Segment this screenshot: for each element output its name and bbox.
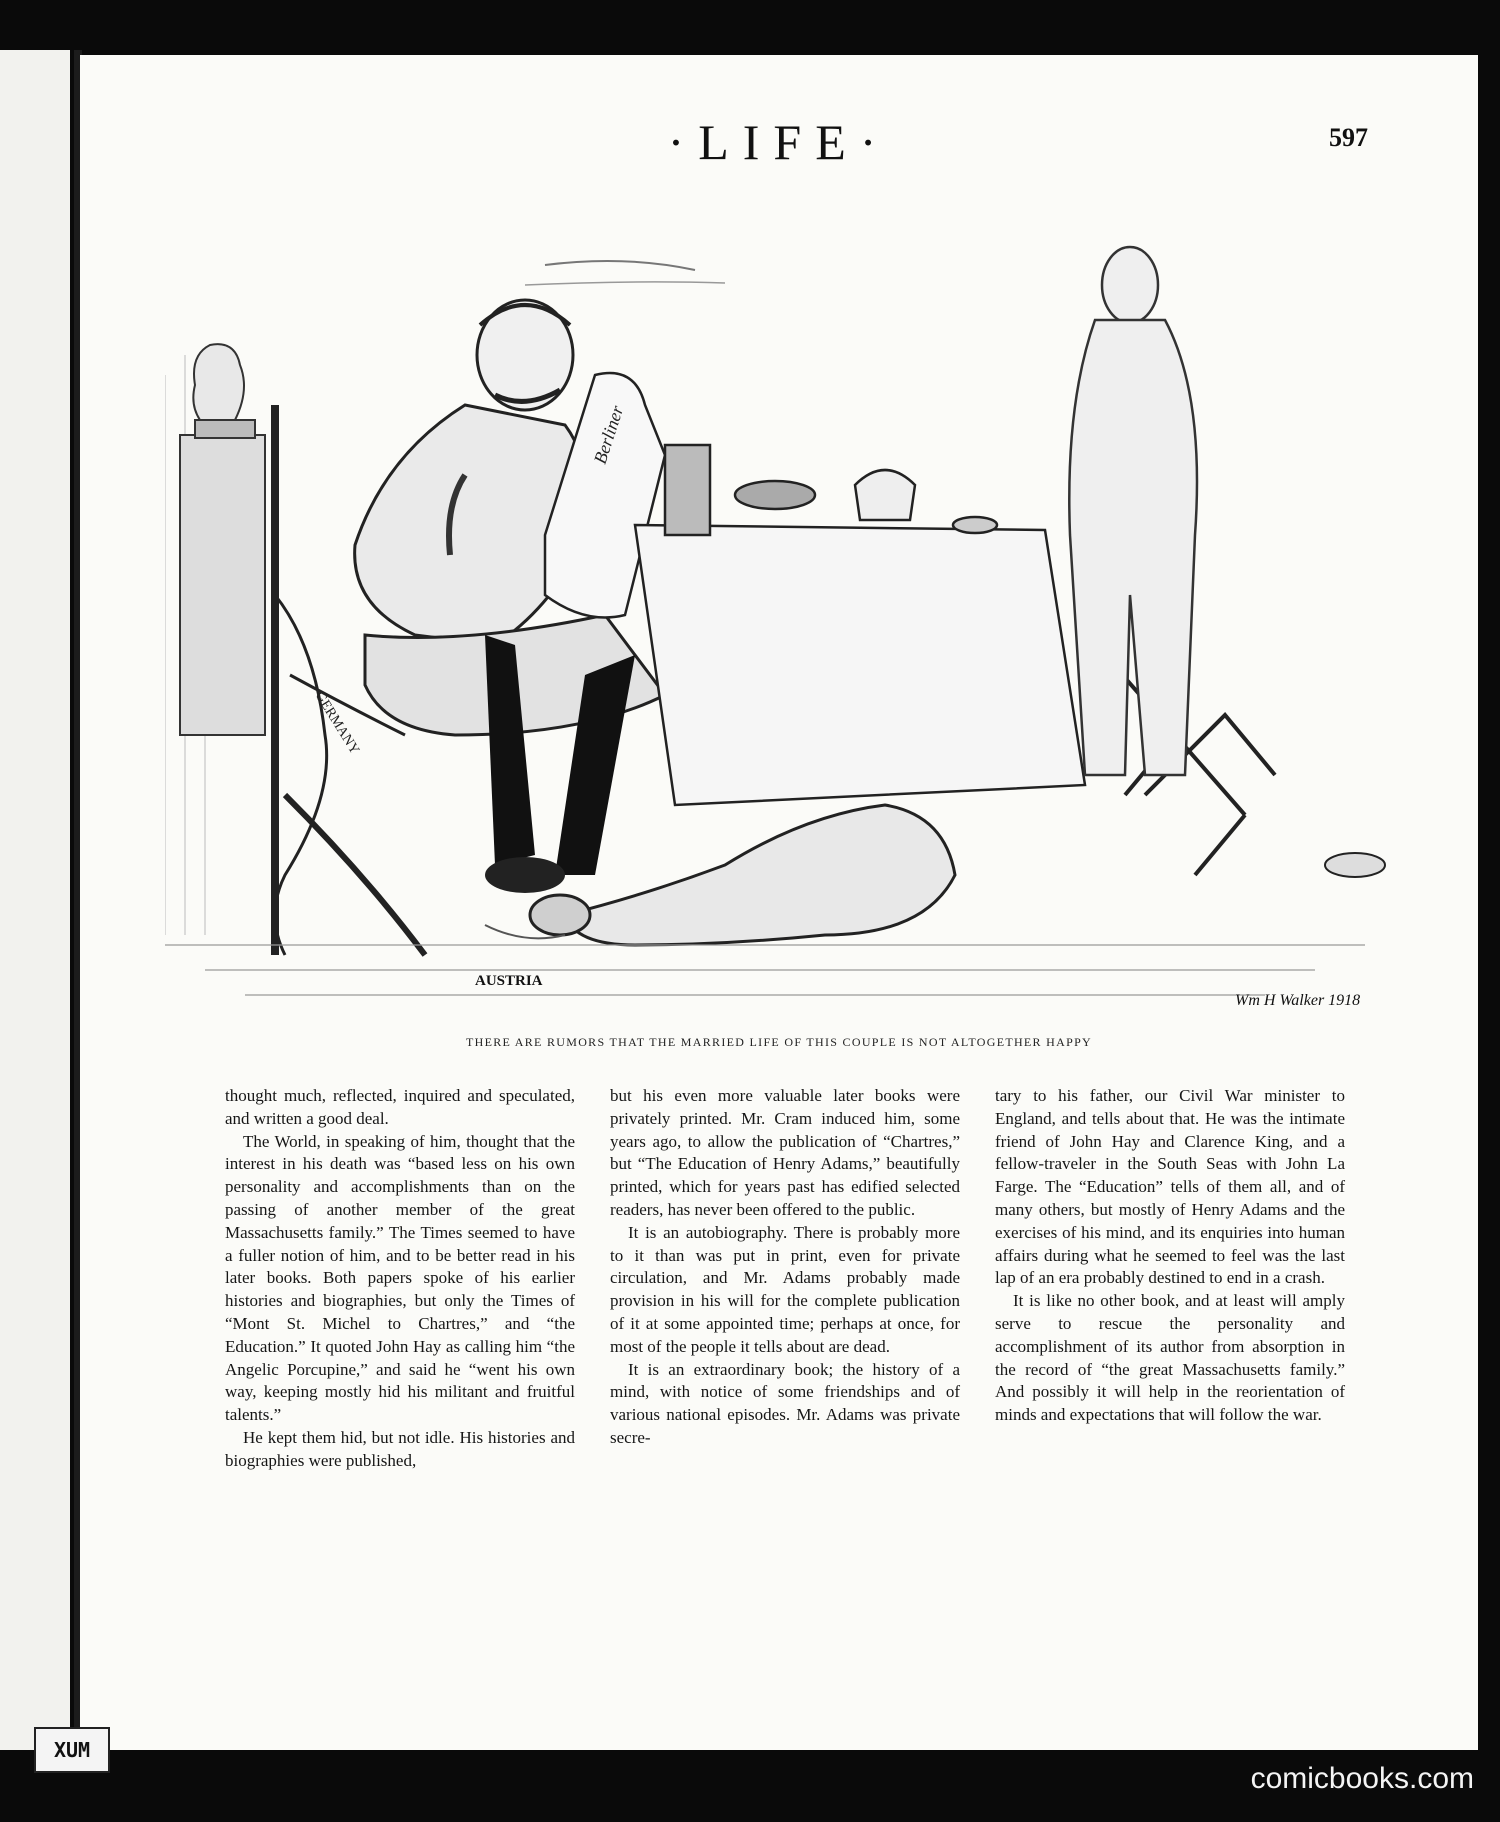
chair-label: GERMANY — [311, 689, 362, 758]
sideboard-with-jug — [180, 344, 265, 735]
paragraph: tary to his father, our Civil War minister to England, and tells about that. He was the intimate friend of John Hay and Clarence King, and a fellow-traveler in the South Seas with John La Farge. The “Education” tells of them all, and of many others, but mostly of Henry Adams and the exercises of his mind, and its enquiries into human affairs during what he seemed to feel was the last lap of an era probably destined to end in a crash. — [995, 1086, 1345, 1288]
page-number: 597 — [1329, 123, 1368, 152]
paragraph: It is an autobiography. There is probably more to it than was put in print, even for private circulation, and Mr. Adams probably made provision in his will for the complete publication of it at some appointed time; perhaps at once, for most of the people it tells about are dead. — [610, 1222, 960, 1356]
paragraph: but his even more valuable later books were privately printed. Mr. Cram induced him, some years ago, to allow the publication of “Chartres,” but “The Education of Henry Adams,” beautifully printed, which for years past has edified selected readers, has never been offered to the public. — [610, 1086, 960, 1219]
floor-label: AUSTRIA — [475, 973, 543, 989]
jar — [665, 445, 710, 535]
article-column-1 — [225, 1085, 575, 1473]
table — [635, 445, 1085, 805]
paragraph: It is like no other book, and at least will amply serve to rescue the personality and accomplishment of its author from absorption in the record of “the great Massachusetts family.” And possibly it will help in the reorientation of minds and expectations that will follow the war. — [995, 1291, 1345, 1425]
paragraph: It is an extraordinary book; the history of a mind, with notice of some friendships and of various national episodes. Mr. Adams was private secre- — [610, 1359, 960, 1447]
paragraph: He kept them hid, but not idle. His histories and biographies were published, — [225, 1427, 575, 1470]
newspaper-label: Berliner — [589, 402, 628, 467]
site-watermark: comicbooks.com — [1250, 1762, 1474, 1795]
standing-elderly-figure — [1069, 247, 1197, 775]
facing-page-edge — [0, 50, 70, 1750]
article-column-3 — [995, 1085, 1345, 1427]
artist-signature: Wm H Walker 1918 — [1235, 992, 1361, 1009]
broken-plate — [1325, 853, 1385, 877]
teapot — [855, 470, 915, 520]
article-columns — [225, 1085, 1355, 1605]
masthead-title: ·LIFE· — [667, 114, 891, 170]
fallen-chair — [1105, 655, 1275, 875]
corner-label: XUM — [34, 1727, 110, 1773]
floor-hatching — [165, 945, 1365, 995]
cartoon-caption: THERE ARE RUMORS THAT THE MARRIED LIFE OF THIS COUPLE IS NOT ALTOGETHER HAPPY — [465, 1035, 1093, 1049]
paragraph: The World, in speaking of him, thought that the interest in his death was “based less on his own personality and accomplishments than on the passing of another member of the great Massachusetts family.” The Times seemed to have a fuller notion of him, and to be better read in his later books. Both papers spoke of his earlier histories and biographies, but only the Times of “Mont St. Michel to Chartres,” and “the Education.” It quoted John Hay as calling him “the Angelic Porcupine,” and said he “went his own way, keeping mostly hid his militant and fruitful talents.” — [225, 1131, 575, 1425]
paragraph: thought much, reflected, inquired and speculated, and written a good deal. — [225, 1086, 575, 1128]
editorial-cartoon — [165, 175, 1465, 1085]
magazine-page — [80, 55, 1478, 1750]
article-column-2 — [610, 1085, 960, 1450]
